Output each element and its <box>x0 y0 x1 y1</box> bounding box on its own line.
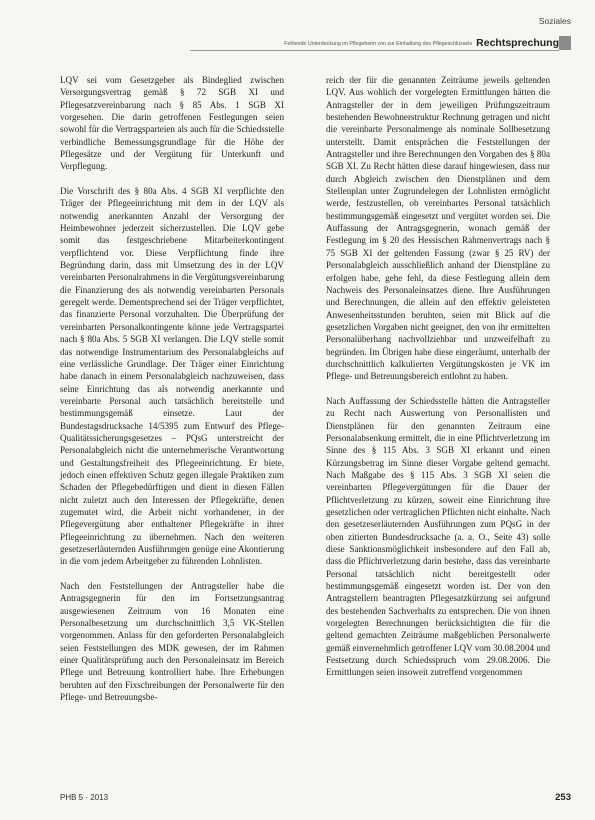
section-marker-box <box>559 36 571 50</box>
journal-issue: PHB 5 · 2013 <box>60 793 109 802</box>
paragraph: Die Vorschrift des § 80a Abs. 4 SGB XI verpflichte den Träger der Pflegeeinrichtung mit dem in der LQV als notwendig anerkannten Anzahl der Versorgung der Heimbewohner jederzeit sicherzustellen. Die LQV gebe somit das festgeschriebene Mitarbeiterkontingent verpflichtend vor. Diese Verpflichtung finde ihre Begründung darin, dass mit Umsetzung des in der LQV vereinbarten Personalrahmens in die Vergütungsvereinbarung die Finanzierung des als notwendig vereinbarten Personals geregelt werde. Dementsprechend sei der Träger verpflichtet, das finanzierte Personal vorzuhalten. Die Überprüfung der vereinbarten Personalkontingente könne jede Vertragspartei nach § 80a Abs. 5 SGB XI verlangen. Die LQV stelle somit das notwendige Instrumentarium des Personalabgleichs auf eine verlässliche Grundlage. Der Träger einer Einrichtung habe danach in einem Personalabgleich nachzuweisen, dass seine Einrichtung das als notwendig anerkannte und vereinbarte Personal auch tatsächlich bereitstelle und bestimmungsgemäß einsetze. Laut der Bundestagsdrucksache 14/5395 zum Entwurf des Pflege-Qualitätssicherungsgesetzes – PQsG unterstreicht der Personalabgleich nicht die unternehmerische Verantwortung und Gestaltungsfreiheit des Pflegeeinrichtung. Er biete, jedoch einen effektiven Schutz gegen illegale Praktiken zum Schaden der Pflegebedürftigen und dient in diesen Fällen nicht zuletzt auch den Interessen der Pflegekräfte, denen zugemutet wird, die Arbeit nicht vorhandener, in der Pflegevergütung aber enthaltener Pflegekräfte in ihrer Pflegeeinrichtung zu übernehmen. Nach den weiteren gesetzeserläuternden Ausführungen genüge eine Akontierung in die vom jedem Arbeitgeber zu führenden Lohnlisten. <box>60 186 284 567</box>
running-subtitle: Fehlende Unterdeckung im Pflegeheim von zur Einhaltung des Pflegeschlüssels <box>284 40 473 47</box>
page-number: 253 <box>555 792 571 803</box>
running-title: Rechtsprechung <box>476 36 559 49</box>
running-header <box>190 34 559 51</box>
paragraph: Nach Auffassung der Schiedsstelle hätten die Antragsteller zu Recht nach Auswertung von Personallisten und Dienstplänen für den genannten Zeitraum eine Personalabsenkung ermittelt, die in eine Pflichtverletzung im Sinne des § 115 Abs. 3 SGB XI erkannt und einen Kürzungsbetrag im Sinne dieser Vorgabe geltend gemacht. Nach Maßgabe des § 115 Abs. 3 SGB XI seien die vereinbarten Pflegevergütungen für die Dauer der Pflichtverletzung zu kürzen, soweit eine Einrichtung ihre gesetzlichen oder vertraglichen Pflichten nicht einhalte. Nach den gesetzeserläuternden Ausführungen zum PQsG in der oben zitierten Bundesdrucksache (a. a. O., Seite 43) solle diese Sanktionsmöglichkeit insbesondere auf den Fall ab, dass die Pflichtverletzung darin bestehe, dass das vereinbarte Personal tatsächlich nicht bereitgestellt oder bestimmungsgemäß eingesetzt worden ist. Der von den Antragstellern beantragten Pflegesatzkürzung sei aufgrund des bestehenden Sachverhalts zu entsprechen. Die von ihnen vorgelegten Berechnungen berücksichtigten die für die geltend gemachten Zeiträume maßgeblichen Personalwerte gemäß einvernehmlich getroffener LQV vom 30.08.2004 und Festsetzung durch Schiedsspruch vom 29.08.2006. Die Ermittlungen seien insoweit zutreffend vorgenommen <box>326 395 550 678</box>
paragraph: Nach den Feststellungen der Antragsteller habe die Antragsgegnerin für den im Fortsetzungsantrag ausgewiesenen Zeitraum von 16 Monaten eine Personalbesetzung um durchschnittlich 3,5 VK-Stellen vorgenommen. Anlass für den geforderten Personalabgleich seien Feststellungen des MDK gewesen, der im Rahmen einer Qualitätsprüfung auch den Personaleinsatz im Bereich Pflege und Betreuung kontrolliert habe. Ihre Erhebungen beruhten auf den Fixschreibungen der Personalwerte für den Pflege- und Betreuungsbe- <box>60 581 284 703</box>
paragraph: reich der für die genannten Zeiträume jeweils geltenden LQV. Aus wohlich der vorgelegten Ermittlungen hätten die Antragsteller der in dem jeweiligen Prüfungszeitraum bestehenden Bewohnerstruktur Rechnung getragen und nicht die vereinbarte Personalmenge als nominale Sollbesetzung unterstellt. Damit entsprächen die Feststellungen der Antragsteller und ihre Berechnungen den Vorgaben des § 80a SGB XI. Zu Recht hätten diese darauf hingewiesen, dass nur durch Abgleich zwischen den Dienstplänen und dem Stellenplan unter Zugrundelegen der Lohnlisten ermöglicht werde, festzustellen, ob vereinbartes Personal tatsächlich bestimmungsgemäß eingesetzt und vergütet worden sei. Die Auffassung der Antragsgegnerin, wonach gemäß der Festlegung im § 20 des Hessischen Rahmenvertrags nach § 75 SGB XI der geltenden Fassung (zwar § 25 RV) der Personalabgleich ausschließlich anhand der Dienstpläne zu erfolgen habe, gehe fehl, da diese Festlegung allein dem Nachweis des Personaleinsatzes diene. Ihre Ausführungen und Berechnungen, die allein auf den effektiv geleisteten Anwesenheitsstunden beruhten, seien mit Blick auf die gesetzlichen Vorgaben nicht geeignet, den von ihr ermittelten Personalüberhang nachvollziehbar und unzweifelhaft zu begründen. Im Übrigen habe diese eingeräumt, unterhalb der durchschnittlich kalkulierten Vergütungskosten je VK im Pflege- und Betreuungsbereich entlohnt zu haben. <box>326 75 550 382</box>
right-column <box>326 74 550 691</box>
page-footer <box>60 792 571 803</box>
left-column <box>60 74 284 716</box>
paragraph: LQV sei vom Gesetzgeber als Bindeglied zwischen Versorgungsvertrag gemäß § 72 SGB XI und Pflegesatzvereinbarung nach § 85 Abs. 1 SGB XI vorgesehen. Die darin getroffenen Festlegungen seien sowohl für die Vertragsparteien als auch für die Schiedsstelle verbindliche Bemessungsgrundlage für die Höhe der Pflegesätze und der Vergütung für Unterkunft und Verpflegung. <box>60 75 284 172</box>
section-tag: Soziales <box>538 16 571 26</box>
